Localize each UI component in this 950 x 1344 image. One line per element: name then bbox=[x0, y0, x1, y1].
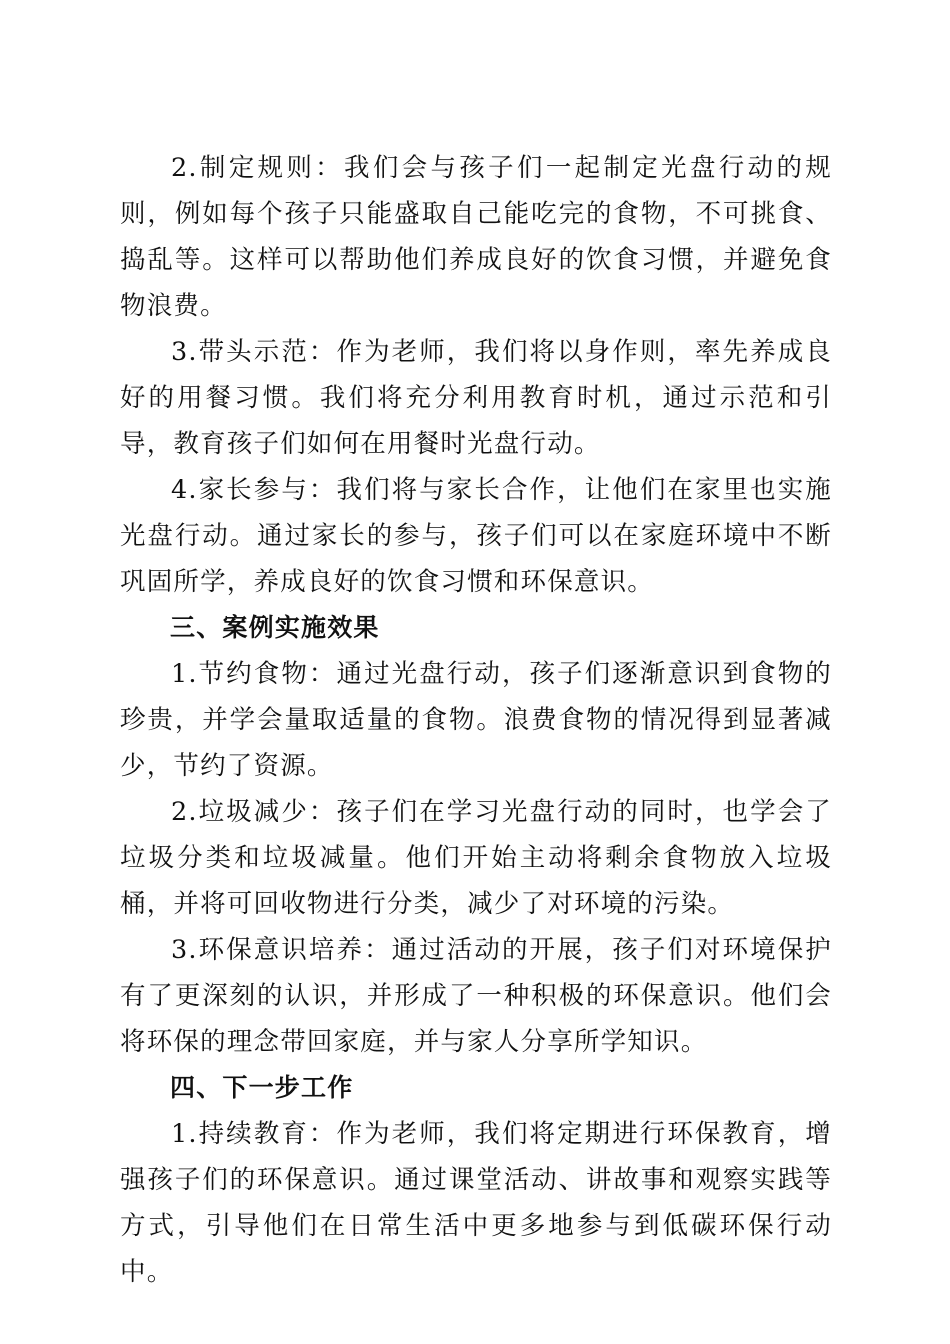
paragraph-continued-education: 1.持续教育：作为老师，我们将定期进行环保教育，增强孩子们的环保意识。通过课堂活动、讲故事和观察实践等方式，引导他们在日常生活中更多地参与到低碳环保行动中。 bbox=[120, 1119, 832, 1287]
section-heading-next-steps: 四、下一步工作 bbox=[170, 1073, 354, 1102]
paragraph-save-food: 1.节约食物：通过光盘行动，孩子们逐渐意识到食物的珍贵，并学会量取适量的食物。浪费食物的情况得到显著减少，节约了资源。 bbox=[120, 659, 832, 781]
section-heading-effects: 三、案例实施效果 bbox=[170, 613, 380, 642]
paragraph-rules: 2.制定规则：我们会与孩子们一起制定光盘行动的规则，例如每个孩子只能盛取自己能吃完的食物，不可挑食、捣乱等。这样可以帮助他们养成良好的饮食习惯，并避免食物浪费。 bbox=[120, 153, 832, 321]
paragraph-parent-participation: 4.家长参与：我们将与家长合作，让他们在家里也实施光盘行动。通过家长的参与，孩子们可以在家庭环境中不断巩固所学，养成良好的饮食习惯和环保意识。 bbox=[120, 475, 832, 597]
document-body bbox=[120, 145, 832, 1295]
paragraph-environmental-awareness: 3.环保意识培养：通过活动的开展，孩子们对环境保护有了更深刻的认识，并形成了一种积极的环保意识。他们会将环保的理念带回家庭，并与家人分享所学知识。 bbox=[120, 935, 832, 1057]
paragraph-reduce-waste: 2.垃圾减少：孩子们在学习光盘行动的同时，也学会了垃圾分类和垃圾减量。他们开始主动将剩余食物放入垃圾桶，并将可回收物进行分类，减少了对环境的污染。 bbox=[120, 797, 832, 919]
paragraph-lead-by-example: 3.带头示范：作为老师，我们将以身作则，率先养成良好的用餐习惯。我们将充分利用教育时机，通过示范和引导，教育孩子们如何在用餐时光盘行动。 bbox=[120, 337, 832, 459]
